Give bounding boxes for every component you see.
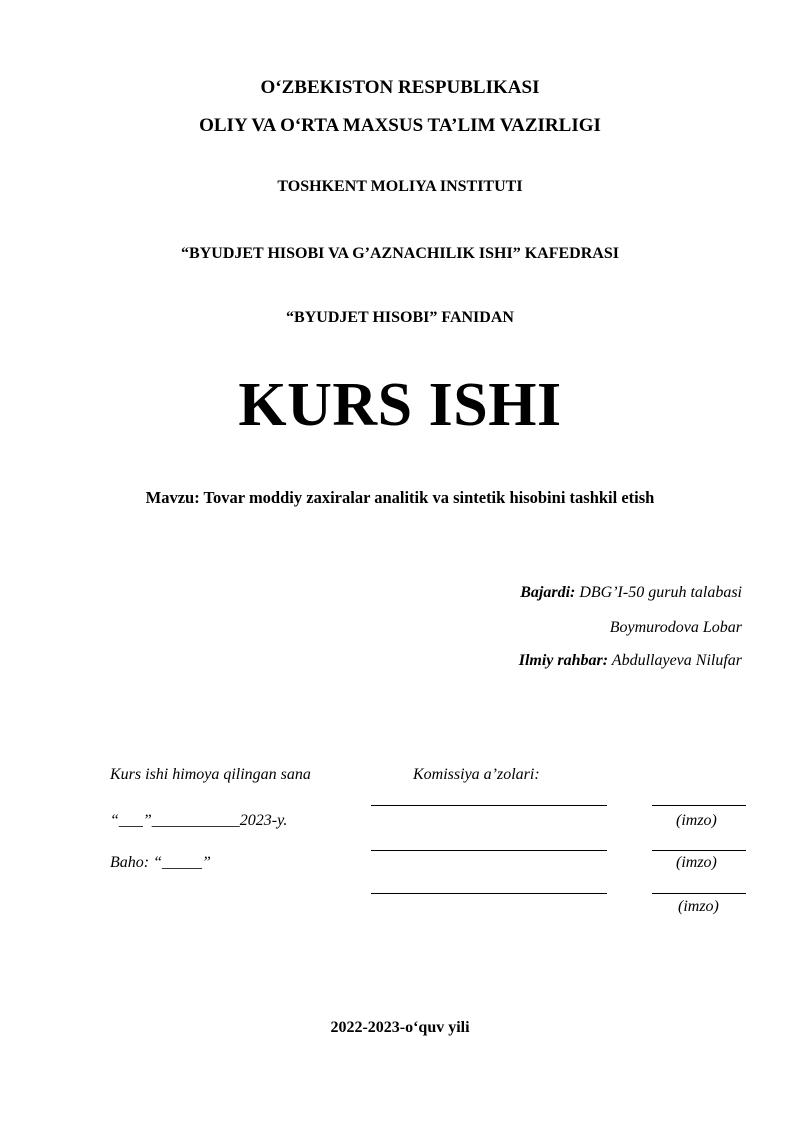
topic-line: Mavzu: Tovar moddiy zaxiralar analitik va sintetik hisobini tashkil etish: [145, 488, 655, 507]
defense-date-label: Kurs ishi himoya qilingan sana: [110, 766, 311, 783]
performed-by-value: DBG’I-50 guruh talabasi: [579, 584, 742, 601]
signature-label-1: (imzo): [676, 812, 717, 829]
republic-heading: O‘ZBEKISTON RESPUBLIKASI: [260, 77, 540, 98]
supervisor-line: [519, 652, 742, 670]
commission-name-line-1: [371, 805, 607, 806]
signature-label-3: (imzo): [678, 898, 719, 915]
defense-date-value: “___”___________2023-y.: [110, 812, 288, 829]
performed-by-label: Bajardi:: [520, 584, 576, 601]
ministry-heading: OLIY VA O‘RTA MAXSUS TA’LIM VAZIRLIGI: [199, 115, 601, 136]
commission-signature-line-2: [652, 850, 746, 851]
commission-name-line-3: [371, 893, 607, 894]
signature-label-2: (imzo): [676, 854, 717, 871]
grade-line: Baho: “_____”: [110, 854, 211, 871]
commission-signature-line-3: [652, 893, 746, 894]
student-name: Boymurodova Lobar: [609, 619, 742, 636]
subject-heading: “BYUDJET HISOBI” FANIDAN: [286, 309, 514, 326]
supervisor-value: Abdullayeva Nilufar: [611, 652, 742, 669]
performed-by-line: [520, 584, 742, 602]
commission-label: Komissiya a’zolari:: [413, 766, 540, 783]
academic-year: 2022-2023-o‘quv yili: [330, 1019, 470, 1036]
department-heading: “BYUDJET HISOBI VA G’AZNACHILIK ISHI” KAFEDRASI: [181, 245, 619, 262]
document-title: KURS ISHI: [238, 371, 562, 439]
commission-name-line-2: [371, 850, 607, 851]
institute-heading: TOSHKENT MOLIYA INSTITUTI: [277, 178, 523, 195]
supervisor-label: Ilmiy rahbar:: [518, 652, 609, 669]
commission-signature-line-1: [652, 805, 746, 806]
